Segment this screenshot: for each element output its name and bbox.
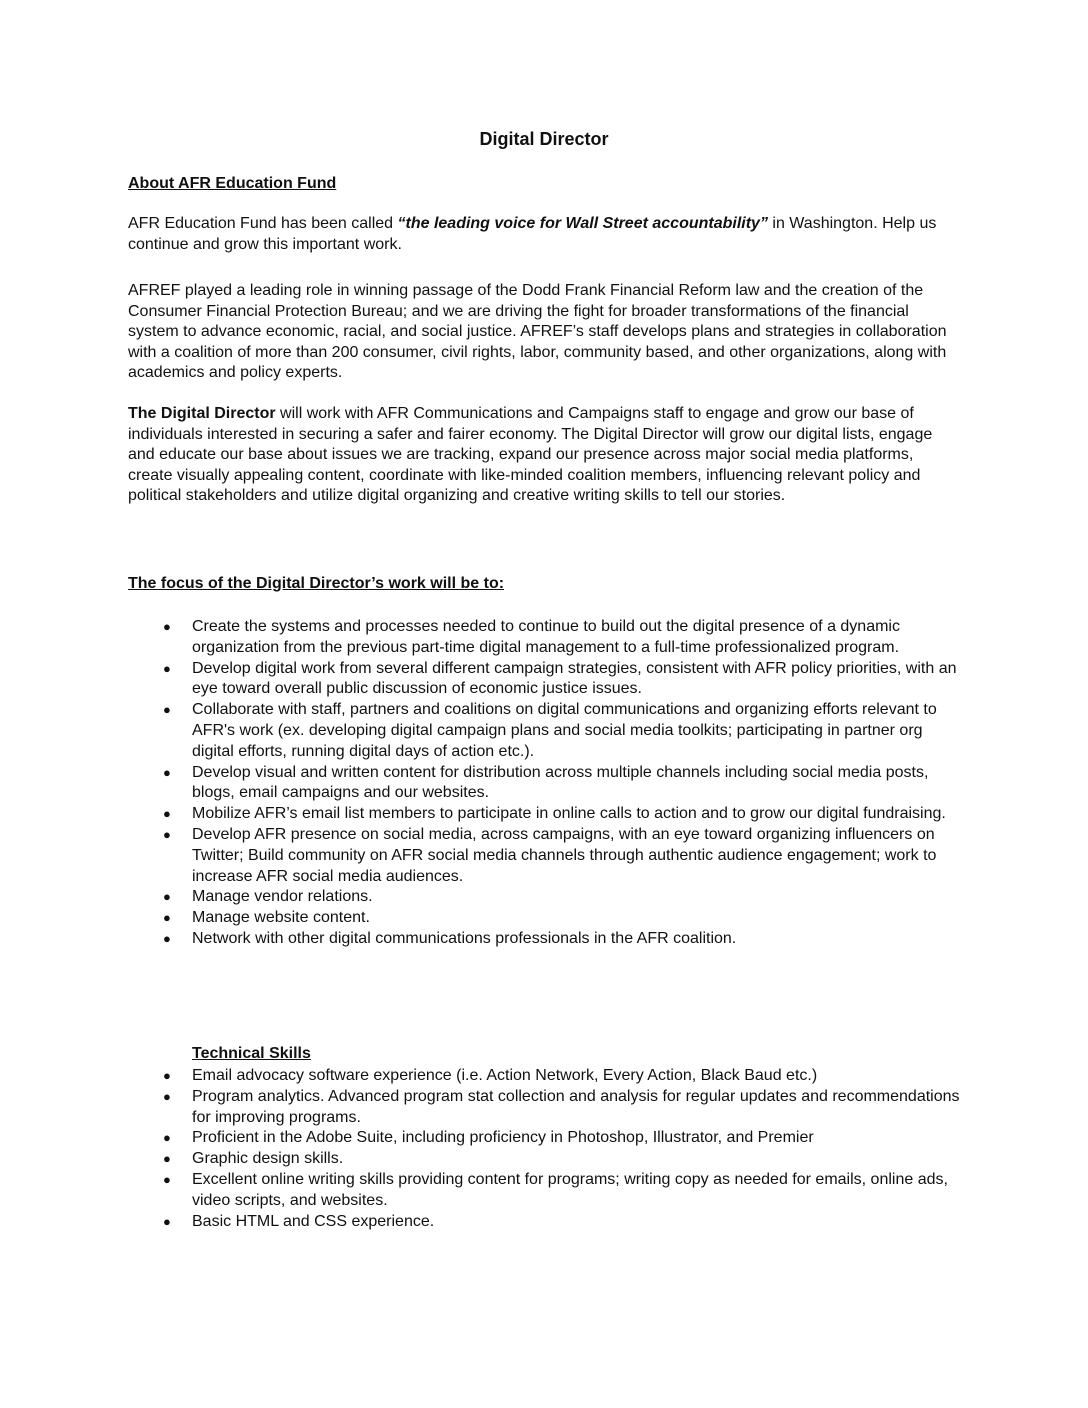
list-item: ● Develop visual and written content for distribution across multiple channels including social media posts, blogs, email campaigns and our websites.: [163, 763, 929, 802]
bullet-icon: ●: [163, 930, 171, 946]
list-item: ● Network with other digital communications professionals in the AFR coalition.: [0, 929, 962, 950]
list-item: ● Manage vendor relations.: [0, 887, 962, 908]
bullet-icon: ●: [163, 702, 171, 718]
bullet-icon: ●: [163, 619, 171, 634]
bullet-icon: ●: [163, 1130, 171, 1146]
list-item: ● Manage website content.: [0, 908, 962, 929]
bullet-icon: ●: [163, 1213, 171, 1229]
list-item: ● Program analytics. Advanced program stat collection and analysis for regular updates and recommendations for improving programs.: [163, 1087, 960, 1126]
focus-list: [0, 617, 1088, 950]
bullet-icon: ●: [163, 889, 171, 905]
about-intro-paragraph: [128, 214, 948, 255]
bullet-icon: ●: [163, 1088, 171, 1104]
bullet-icon: ●: [163, 826, 171, 842]
list-item: ● Graphic design skills.: [0, 1149, 962, 1170]
list-item: ● Collaborate with staff, partners and coalitions on digital communications and organizing efforts relevant to AFR's work (ex. developing digital campaign plans and social media toolkits; participating in partner org digital efforts, running digital days of action etc.).: [163, 701, 937, 760]
list-item: ● Mobilize AFR’s email list members to participate in online calls to action and to grow our digital fundraising.: [0, 804, 962, 825]
bullet-icon: ●: [163, 1151, 171, 1167]
list-item: ● Basic HTML and CSS experience.: [0, 1212, 962, 1233]
intro-quote: “the leading voice for Wall Street accountability”: [397, 215, 768, 232]
bullet-icon: ●: [163, 764, 171, 780]
intro-text-end: in Washington. Help us continue and grow this important work.: [128, 215, 937, 253]
about-heading: About AFR Education Fund: [128, 175, 337, 192]
list-item: ● Proficient in the Adobe Suite, including proficiency in Photoshop, Illustrator, and Premier: [0, 1128, 962, 1149]
technical-skills-heading: Technical Skills: [192, 1045, 311, 1062]
director-lead-text: The Digital Director: [128, 405, 276, 422]
list-item: ● Develop digital work from several different campaign strategies, consistent with AFR policy priorities, with an eye toward overall public discussion of economic justice issues.: [163, 659, 957, 698]
list-item: ● Create the systems and processes needed to continue to build out the digital presence of a dynamic organization from the previous part-time digital management to a full-time professionalized program.: [163, 618, 900, 656]
bullet-icon: ●: [163, 806, 171, 822]
skills-list: [0, 1066, 1088, 1232]
list-item: ● Develop AFR presence on social media, across campaigns, with an eye toward organizing influencers on Twitter; Build community on AFR social media channels through authentic audience engagement; work to increase AFR social media audiences.: [163, 825, 937, 885]
bullet-icon: ●: [163, 1068, 171, 1083]
page-title: Digital Director: [479, 129, 609, 149]
afref-role-paragraph: AFREF played a leading role in winning passage of the Dodd Frank Financial Reform law and the creation of the Consumer Financial Protection Bureau; and we are driving the fight for broader transformations of the financial system to advance economic, racial, and social justice. AFREF’s staff develops plans and strategies in collaboration with a coalition of more than 200 consumer, civil rights, labor, community based, and other organizations, along with academics and policy experts.: [128, 282, 947, 382]
director-summary-paragraph: [128, 404, 948, 507]
director-summary-text: will work with AFR Communications and Campaigns staff to engage and grow our base of individuals interested in securing a safer and fairer economy. The Digital Director will grow our digital lists, engage and educate our base about issues we are tracking, expand our presence across major social media platforms, create visually appealing content, coordinate with like-minded coalition members, influencing relevant policy and political stakeholders and utilize digital organizing and creative writing skills to tell our stories.: [128, 405, 933, 505]
bullet-icon: ●: [163, 1171, 171, 1187]
focus-heading: The focus of the Digital Director’s work will be to:: [128, 575, 505, 592]
bullet-icon: ●: [163, 910, 171, 926]
list-item: ● Email advocacy software experience (i.e. Action Network, Every Action, Black Baud etc.): [0, 1066, 962, 1087]
intro-text-start: AFR Education Fund has been called: [128, 215, 398, 232]
list-item: ● Excellent online writing skills providing content for programs; writing copy as needed for emails, online ads, video scripts, and websites.: [163, 1170, 948, 1209]
bullet-icon: ●: [163, 660, 171, 676]
